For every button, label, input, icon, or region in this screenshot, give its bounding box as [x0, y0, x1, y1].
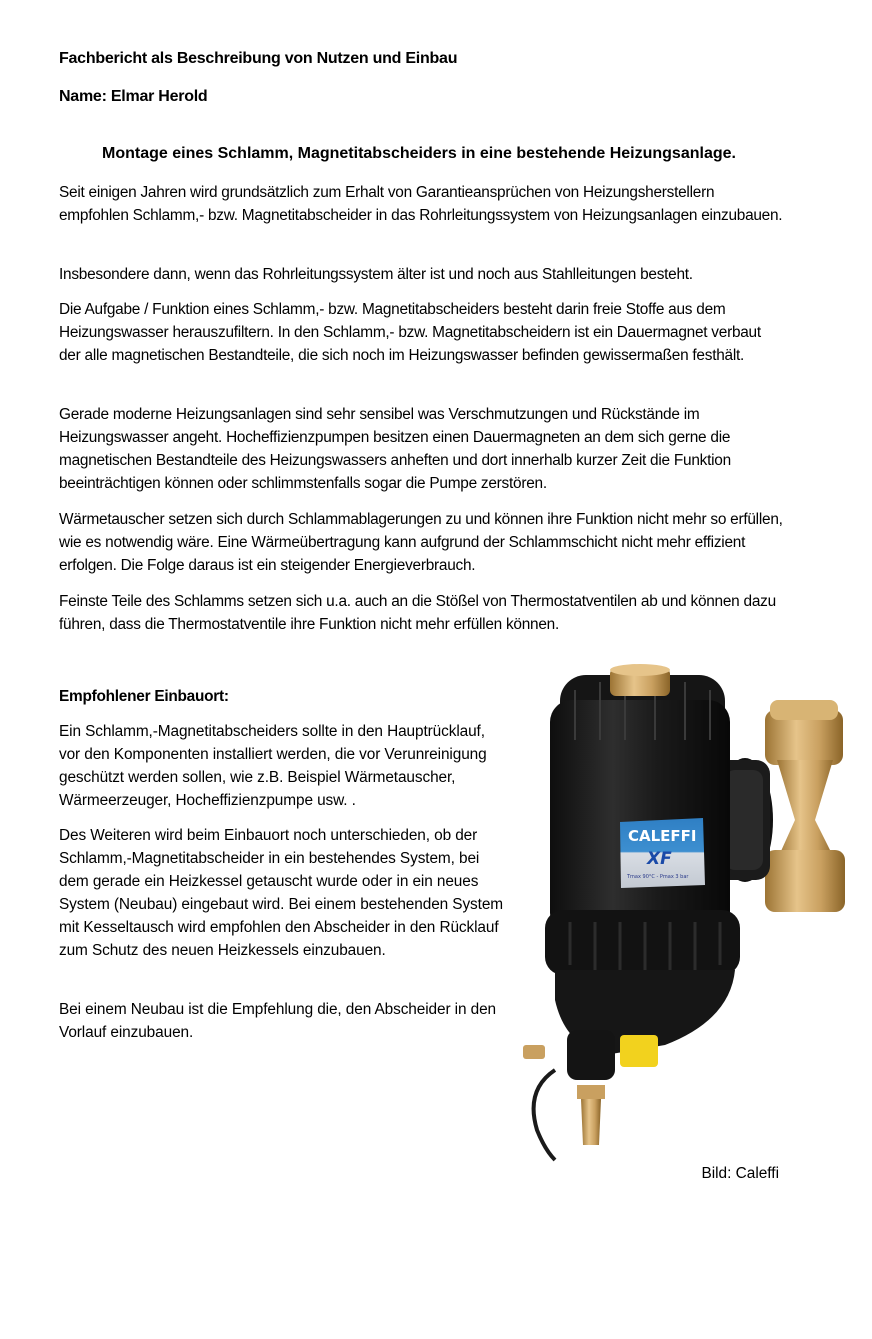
author-line: Name: Elmar Herold — [59, 88, 208, 105]
product-label — [620, 818, 705, 888]
paragraph: Feinste Teile des Schlamms setzen sich u.a. auch an die Stößel von Thermostatventilen ab und können dazu führen, dass die Thermostatventile ihre Funktion nicht mehr erfüllen können. — [59, 593, 776, 633]
label-spec: Tmax 90°C - Pmax 3 bar — [627, 874, 689, 880]
section-paragraph: Des Weiteren wird beim Einbauort noch unterschieden, ob der Schlamm,-Magnetitabscheider in ein bestehendes System, bei dem gerade ein Heizkessel getauscht wurde oder in ein neues System (Neubau) eingebaut wird. Bei einem bestehenden System mit Kesseltausch wird empfohlen den Abscheider in den Rücklauf zum Schutz des neuen Heizkessels einzubauen. — [59, 827, 503, 959]
paragraph: Die Aufgabe / Funktion eines Schlamm,- bzw. Magnetitabscheiders besteht darin freie Stoffe aus dem Heizungswasser herauszufiltern. In den Schlamm,- bzw. Magnetitabscheidern ist ein Dauermagnet verbaut der alle magnetischen Bestandteile, die sich noch im Heizungswasser befinden gewissermaßen festhält. — [59, 301, 761, 364]
paragraph: Wärmetauscher setzen sich durch Schlammablagerungen zu und können ihre Funktion nicht mehr so erfüllen, wie es notwendig wäre. Eine Wärmeübertragung kann aufgrund der Schlammschicht nicht mehr effizient erfolgen. Die Folge daraus ist ein steigender Energieverbrauch. — [59, 511, 783, 574]
section-paragraph: Bei einem Neubau ist die Empfehlung die, den Abscheider in den Vorlauf einzubauen. — [59, 1001, 497, 1041]
section-heading: Empfohlener Einbauort: — [59, 688, 229, 705]
document-title: Montage eines Schlamm, Magnetitabscheiders in eine bestehende Heizungsanlage. — [102, 145, 736, 162]
label-model: XF — [647, 849, 672, 869]
yellow-valve — [620, 1035, 658, 1067]
figure-caption: Bild: Caleffi — [701, 1165, 779, 1182]
paragraph: Seit einigen Jahren wird grundsätzlich zum Erhalt von Garantieansprüchen von Heizungsherstellern empfohlen Schlamm,- bzw. Magnetitabscheider in das Rohrleitungssystem von Heizungsanlagen einzubauen. — [59, 184, 783, 224]
label-brand: CALEFFI — [628, 827, 697, 845]
top-cap — [610, 664, 670, 696]
paragraph: Gerade moderne Heizungsanlagen sind sehr sensibel was Verschmutzungen und Rückstände im Heizungswasser angeht. Hocheffizienzpumpen besitzen einen Dauermagneten an dem sich gerne die magnetischen Bestandteile des Heizungswassers anheften und dort innerhalb kurzer Zeit die Funktion beeinträchtigen können oder schlimmstenfalls sogar die Pumpe zerstören. — [59, 406, 731, 492]
section-paragraph: Ein Schlamm,-Magnetitabscheiders sollte in den Hauptrücklauf, vor den Komponenten installiert werden, die vor Verunreinigung geschützt werden sollen, wie z.B. Beispiel Wärmetauscher, Wärmeerzeuger, Hocheffizienzpumpe usw. . — [59, 723, 487, 809]
report-title: Fachbericht als Beschreibung von Nutzen und Einbau — [59, 50, 458, 67]
product-image — [515, 660, 855, 1165]
paragraph: Insbesondere dann, wenn das Rohrleitungssystem älter ist und noch aus Stahlleitungen besteht. — [59, 266, 693, 283]
brass-valve — [765, 700, 845, 912]
